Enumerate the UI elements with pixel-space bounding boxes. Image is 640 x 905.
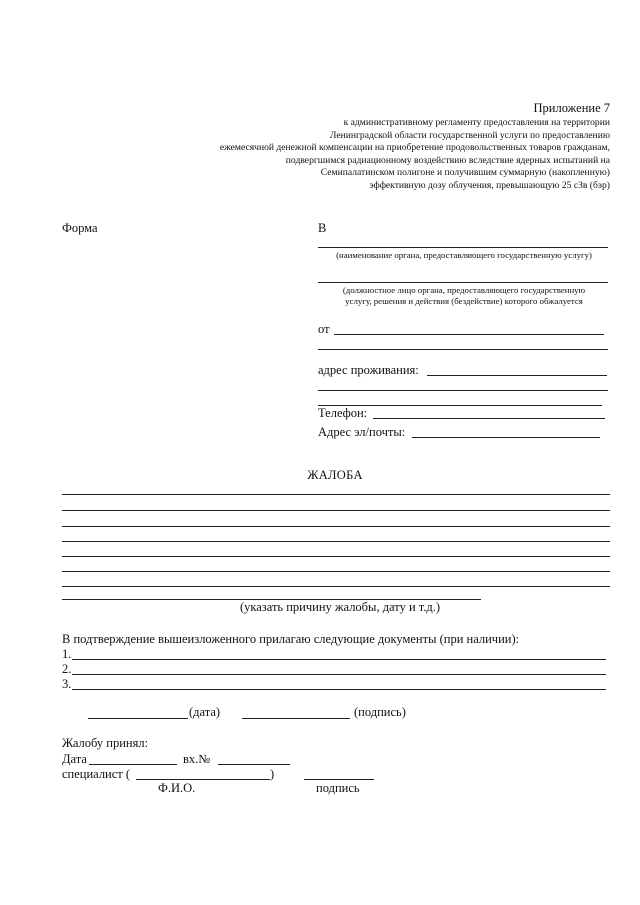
org-name-caption: (наименование органа, предоставляющего государственную услугу) [336, 250, 592, 260]
appendix-title: Приложение 7 [533, 101, 610, 115]
form-label: Форма [62, 221, 98, 235]
date-field-line[interactable] [88, 718, 188, 719]
appendix-line: к административному регламенту предоставления на территории [343, 117, 610, 128]
from-field-line-2[interactable] [318, 349, 608, 350]
attachment-number: 2. [62, 662, 72, 676]
attachment-number: 3. [62, 677, 72, 691]
signature-field-line[interactable] [242, 718, 350, 719]
address-label: адрес проживания: [318, 363, 419, 377]
attachments-intro: В подтверждение вышеизложенного прилагаю следующие документы (при наличии): [62, 632, 520, 646]
appendix-line: подвергшимся радиационному воздействию вследствие ядерных испытаний на [285, 154, 610, 166]
from-field-line[interactable] [334, 334, 604, 335]
complaint-text-line[interactable] [62, 571, 610, 572]
acceptance-date-line[interactable] [89, 764, 177, 765]
complaint-title: ЖАЛОБА [307, 468, 363, 482]
complaint-text-line[interactable] [62, 541, 610, 542]
specialist-name-line[interactable] [136, 779, 270, 780]
official-caption-line: услугу, решения и действия (бездействие) которого обжалуется [345, 296, 583, 306]
complaint-text-line[interactable] [62, 556, 610, 557]
complaint-text-line[interactable] [62, 510, 610, 511]
email-field-line[interactable] [412, 437, 600, 438]
phone-label: Телефон: [318, 406, 368, 420]
official-line[interactable] [318, 282, 608, 283]
complaint-text-line[interactable] [62, 586, 610, 587]
fio-caption: Ф.И.О. [158, 781, 196, 795]
date-caption: (дата) [189, 705, 221, 719]
incoming-number-line[interactable] [218, 764, 290, 765]
attachment-line[interactable] [72, 659, 606, 660]
specialist-signature-caption: подпись [316, 781, 360, 795]
complaint-text-line[interactable] [62, 526, 610, 527]
complaint-text-line[interactable] [62, 494, 610, 495]
specialist-paren-close: ) [270, 767, 275, 781]
specialist-label: специалист ( [62, 767, 131, 781]
addressee-prefix: В [318, 221, 327, 235]
appendix-line: Семипалатинском полигоне и получившим суммарную (накопленную) [320, 167, 610, 179]
org-name-line[interactable] [318, 247, 608, 248]
specialist-signature-line[interactable] [304, 779, 374, 780]
official-caption-line: (должностное лицо органа, предоставляющего государственную [342, 285, 586, 295]
email-label: Адрес эл/почты: [318, 425, 406, 439]
signature-caption: (подпись) [354, 705, 406, 719]
appendix-line: эффективную дозу облучения, превышающую 25 сЗв (бэр) [369, 179, 610, 191]
attachment-number: 1. [62, 647, 72, 661]
address-field-line-2[interactable] [318, 390, 608, 391]
appendix-line: ежемесячной денежной компенсации на приобретение продовольственных товаров гражданам, [219, 142, 610, 154]
complaint-reason-caption: (указать причину жалобы, дату и т.д.) [239, 600, 441, 614]
attachment-line[interactable] [72, 689, 606, 690]
incoming-number-label: вх.№ [183, 752, 211, 766]
official-caption [318, 285, 610, 307]
attachment-line[interactable] [72, 674, 606, 675]
from-label: от [318, 322, 330, 336]
accepted-by-label: Жалобу принял: [62, 736, 149, 750]
phone-field-line[interactable] [373, 418, 605, 419]
address-field-line[interactable] [427, 375, 607, 376]
acceptance-date-label: Дата [62, 752, 87, 766]
appendix-description [160, 117, 610, 193]
appendix-line: Ленинградской области государственной услуги по предоставлению [329, 129, 610, 141]
